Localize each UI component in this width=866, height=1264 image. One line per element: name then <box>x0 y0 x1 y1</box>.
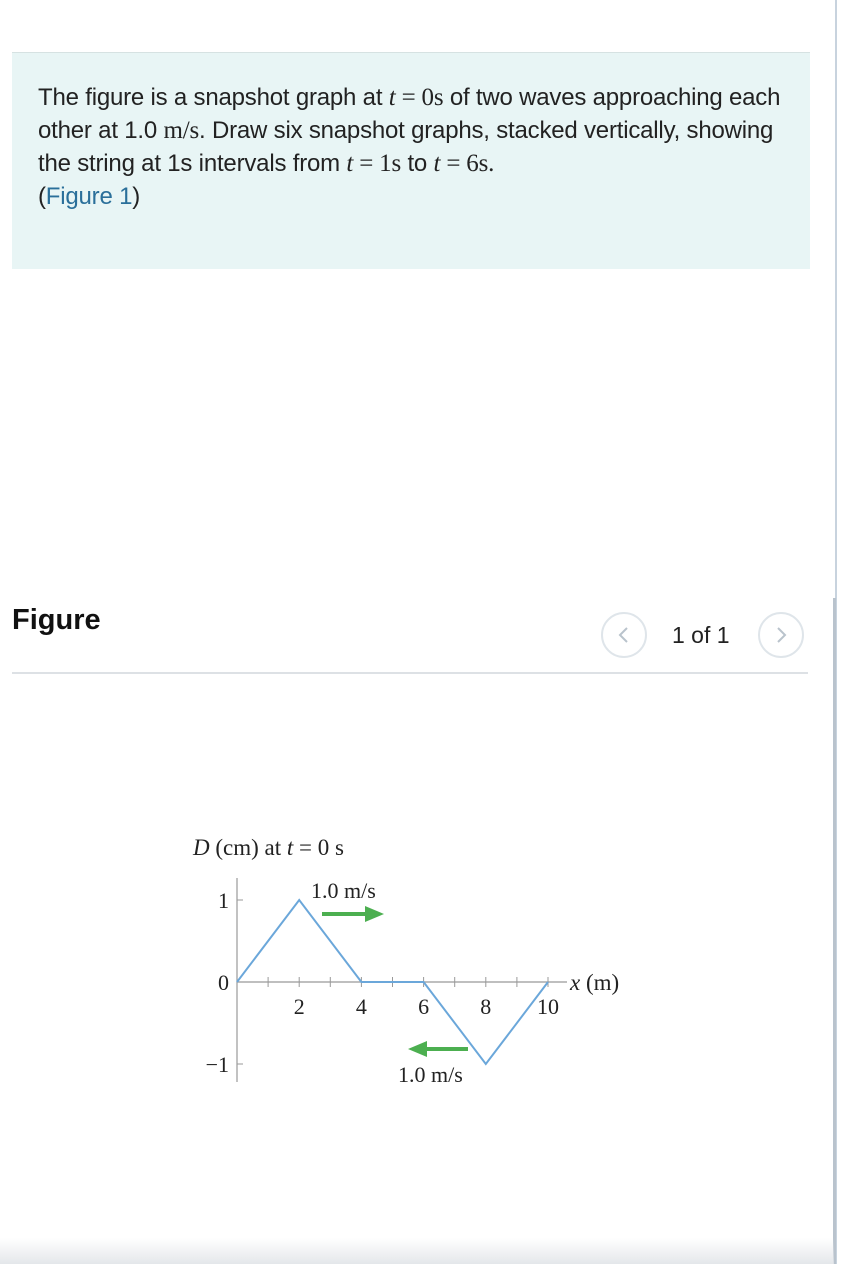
math-var-t: t = 0s <box>388 84 444 111</box>
x-tick-label: 10 <box>537 994 559 1019</box>
x-tick-label: 6 <box>418 994 430 1019</box>
math-var-t: t = 6s. <box>433 150 495 177</box>
velocity-arrow-left-head <box>408 1041 427 1057</box>
figure-link[interactable]: Figure 1 <box>45 183 133 210</box>
bottom-shadow <box>0 1238 834 1264</box>
chart-root <box>192 835 619 1087</box>
chart-title: D (cm) at t = 0 s <box>193 835 344 860</box>
figure-reference: (Figure 1) <box>38 183 141 210</box>
problem-text-part: The figure is a snapshot graph at <box>38 84 389 111</box>
y-tick-label: −1 <box>205 1052 229 1077</box>
problem-text-part: . Draw six snapshot graphs, stacked vertically, showing the string at 1s intervals from <box>38 117 774 177</box>
math-unit: m/s <box>163 117 200 144</box>
x-tick-label: 8 <box>480 994 492 1019</box>
figure-page-count: 1 of 1 <box>672 622 730 648</box>
velocity-arrow-right-head <box>365 906 384 922</box>
x-tick-label: 2 <box>293 994 305 1019</box>
y-tick-label: 1 <box>218 888 229 913</box>
velocity-label-right: 1.0 m/s <box>311 878 376 903</box>
math-var-t: t = 1s <box>346 150 401 177</box>
problem-text-part: to <box>400 150 434 177</box>
problem-text-part: of two waves approaching each other at 1.0 <box>38 84 781 144</box>
y-tick-label: 0 <box>218 970 229 995</box>
figure-heading: Figure <box>12 604 101 636</box>
x-axis-label: x (m) <box>570 970 620 995</box>
x-tick-label: 4 <box>355 994 367 1019</box>
velocity-label-left: 1.0 m/s <box>398 1062 463 1087</box>
